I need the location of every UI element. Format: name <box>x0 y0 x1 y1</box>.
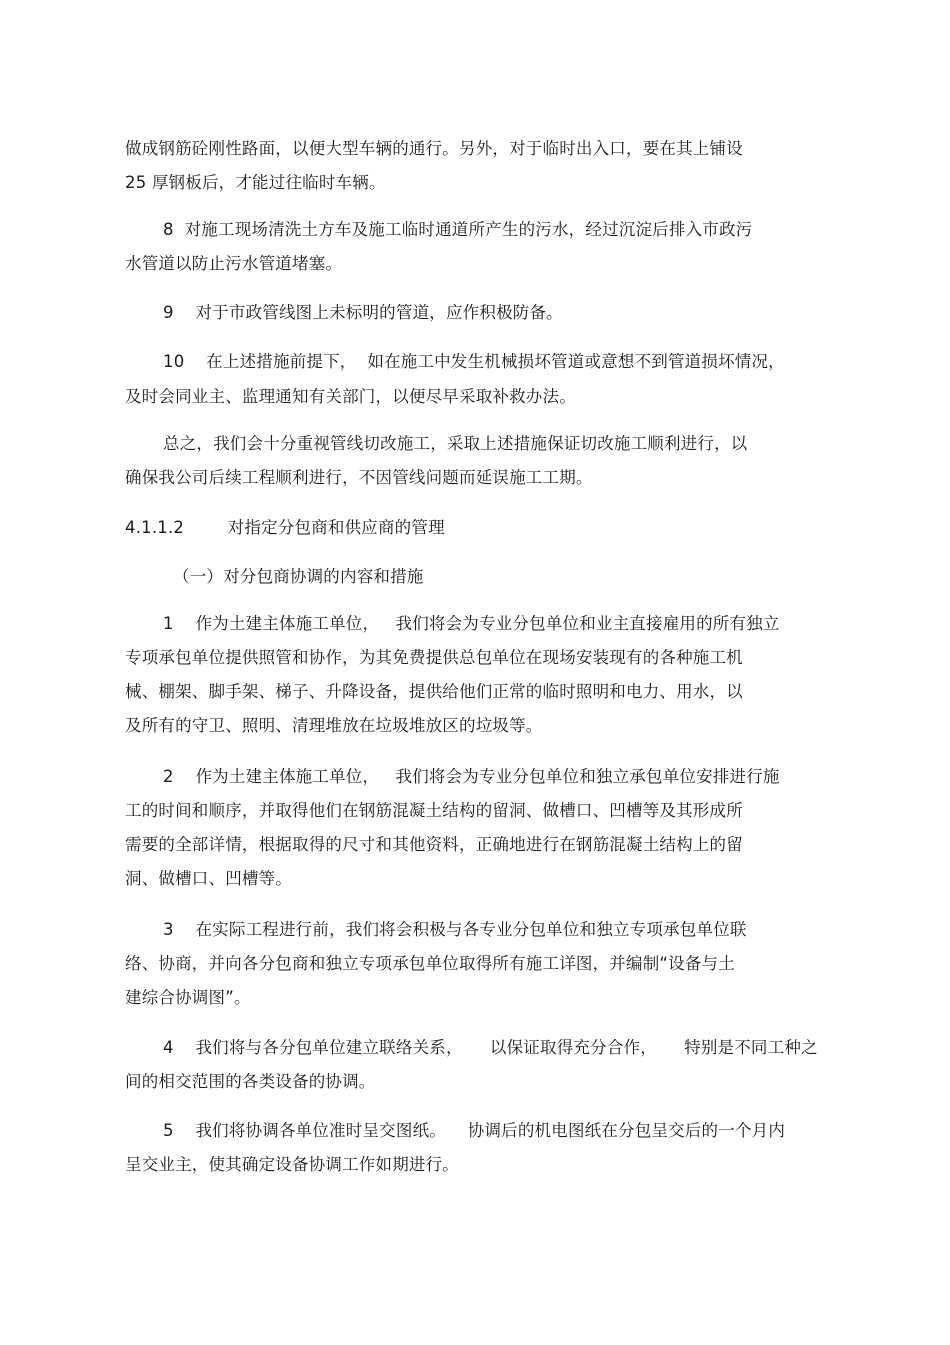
text-line: 9 对于市政管线图上未标明的管道，应作积极防备。 <box>163 303 563 322</box>
text-line: 3 在实际工程进行前，我们将会积极与各专业分包单位和独立专项承包单位联 <box>163 920 747 939</box>
text-line: 2 作为土建主体施工单位， 我们将会为专业分包单位和独立承包单位安排进行施 <box>163 767 780 786</box>
text-line: 械、棚架、脚手架、梯子、升降设备，提供给他们正常的临时照明和电力、用水，以 <box>125 682 743 701</box>
text-line: 工的时间和顺序，并取得他们在钢筋混凝土结构的留洞、做槽口、凹槽等及其形成所 <box>125 801 743 820</box>
text-line: 确保我公司后续工程顺利进行，不因管线问题而延误施工工期。 <box>125 468 593 487</box>
text-line: 及所有的守卫、照明、清理堆放在垃圾堆放区的垃圾等。 <box>125 716 543 735</box>
text-line: 专项承包单位提供照管和协作，为其免费提供总包单位在现场安装现有的各种施工机 <box>125 648 743 667</box>
text-line: 8 对施工现场清洗土方车及施工临时通道所产生的污水，经过沉淀后排入市政污 <box>163 220 753 239</box>
subsection-heading: （一）对分包商协调的内容和措施 <box>173 567 424 586</box>
text-line: 总之，我们会十分重视管线切改施工，采取上述措施保证切改施工顺利进行，以 <box>163 434 748 453</box>
text-line: 25 厚钢板后，才能过往临时车辆。 <box>125 173 386 192</box>
text-line: 及时会同业主、监理通知有关部门，以便尽早采取补救办法。 <box>125 387 576 406</box>
text-line: 1 作为土建主体施工单位， 我们将会为专业分包单位和业主直接雇用的所有独立 <box>163 614 780 633</box>
section-heading: 4.1.1.2 对指定分包商和供应商的管理 <box>125 518 445 537</box>
text-line: 间的相交范围的各类设备的协调。 <box>125 1072 376 1091</box>
text-line: 洞、做槽口、凹槽等。 <box>125 869 292 888</box>
text-line: 5 我们将协调各单位准时呈交图纸。 协调后的机电图纸在分包呈交后的一个月内 <box>163 1121 786 1140</box>
text-line: 4 我们将与各分包单位建立联络关系， 以保证取得充分合作， 特别是不同工种之 <box>163 1038 818 1057</box>
text-line: 水管道以防止污水管道堵塞。 <box>125 254 343 273</box>
text-line: 需要的全部详情，根据取得的尺寸和其他资料，正确地进行在钢筋混凝土结构上的留 <box>125 835 743 854</box>
text-line: 10 在上述措施前提下， 如在施工中发生机械损坏管道或意想不到管道损坏情况， <box>163 352 785 371</box>
text-line: 呈交业主，使其确定设备协调工作如期进行。 <box>125 1155 459 1174</box>
text-line: 络、协商，并向各分包商和独立专项承包单位取得所有施工详图，并编制“设备与土 <box>125 954 735 973</box>
text-line: 建综合协调图”。 <box>125 988 251 1007</box>
text-line: 做成钢筋砼刚性路面，以便大型车辆的通行。另外，对于临时出入口，要在其上铺设 <box>125 139 743 158</box>
